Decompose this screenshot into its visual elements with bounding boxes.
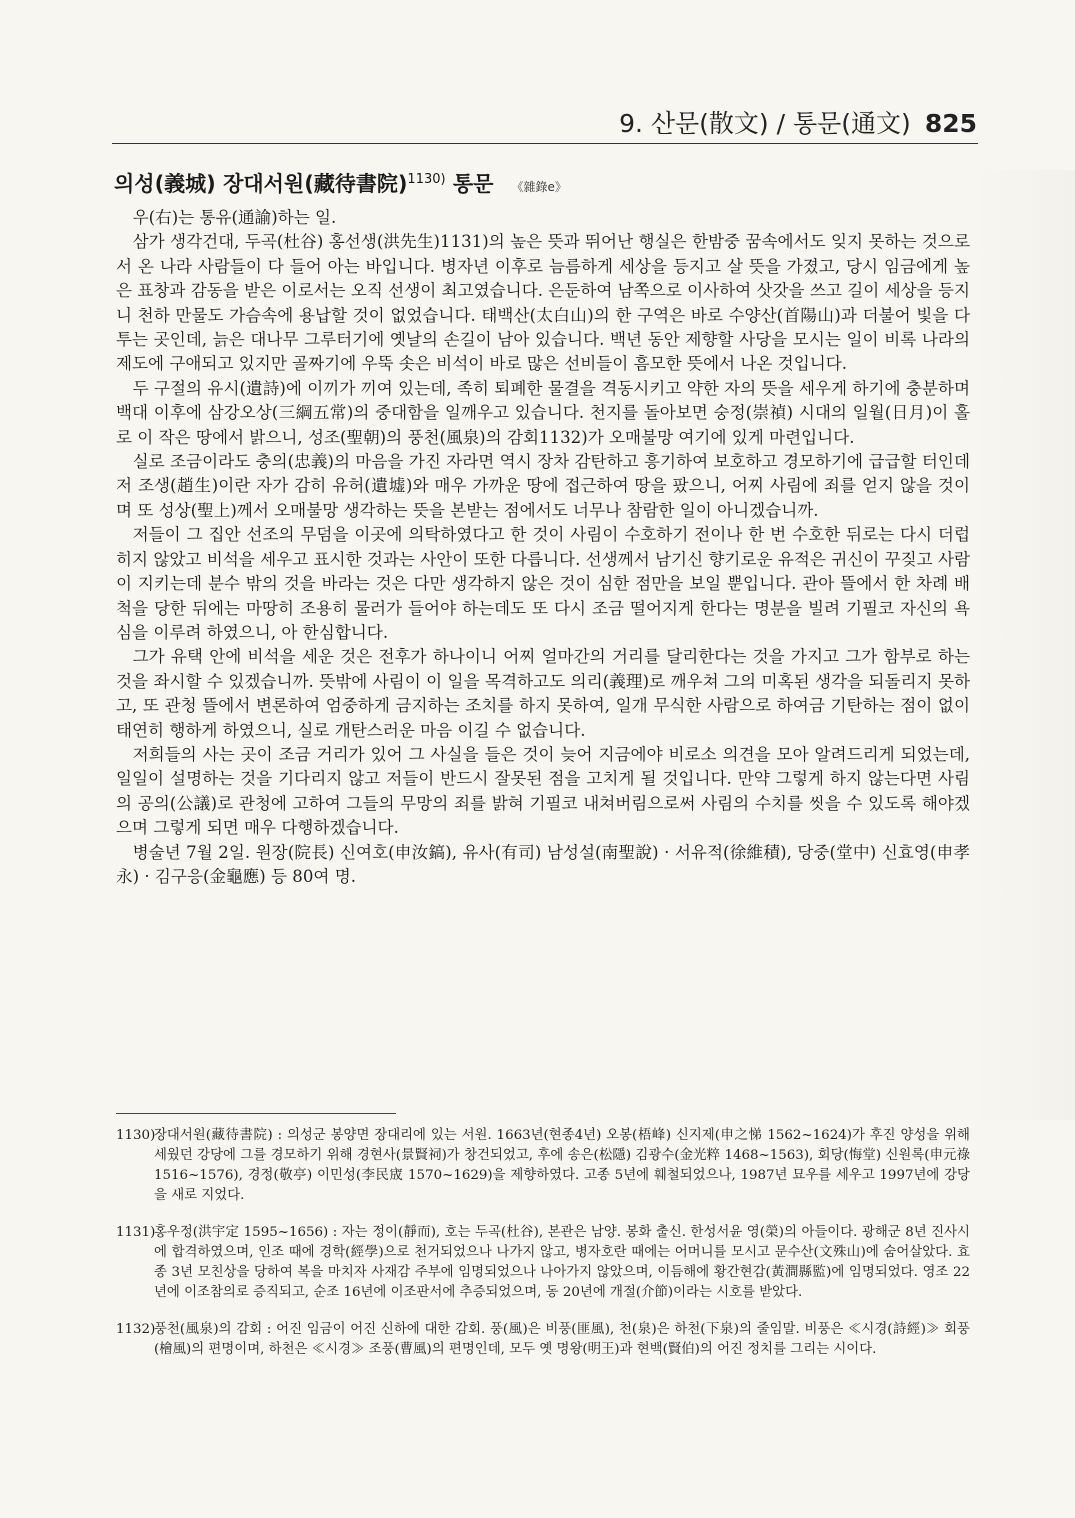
document-title bbox=[114, 168, 567, 198]
title-text: 의성(義城) 장대서원(藏待書院) bbox=[114, 172, 408, 196]
signature-paragraph: 병술년 7월 2일. 원장(院長) 신여호(申汝鎬), 유사(有司) 남성설(南聖說) · 서유적(徐維積), 당중(堂中) 신효영(申孝永) · 김구응(金龜應) 등 80여 명. bbox=[116, 842, 970, 886]
header-rule bbox=[112, 143, 978, 144]
title-footnote-ref: 1130) bbox=[407, 172, 446, 187]
footnote-text: 풍천(風泉)의 감회 : 어진 임금이 어진 신하에 대한 감회. 풍(風)은 비풍(匪風), 천(泉)은 하천(下泉)의 줄임말. 비풍은 ≪시경(詩經)≫ 회풍(檜風)의 편명이며, 하천은 ≪시경≫ 조풍(曹風)의 편명인데, 모두 옛 명왕(明王)과 현백(賢伯)의 어진 정치를 그리는 시이다. bbox=[154, 1322, 970, 1357]
footnote-number: 1132) bbox=[116, 1322, 156, 1337]
running-header bbox=[619, 104, 977, 140]
paragraph: 그가 유택 안에 비석을 세운 것은 전후가 하나이니 어찌 얼마간의 거리를 달리한다는 것을 가지고 그가 함부로 하는 것을 좌시할 수 있겠습니까. 뜻밖에 사림이 이 일을 목격하고도 의리(義理)로 깨우쳐 그의 미혹된 생각을 되돌리지 못하고, 또 관청 뜰에서 변론하여 엄중하게 금지하는 조치를 하지 못하여, 일개 무식한 사람으로 하여금 기탄하는 점이 없이 태연히 행하게 하였으니, 실로 개탄스러운 마음 이길 수 없습니다. bbox=[116, 647, 970, 740]
section-title: 9. 산문(散文) / 통문(通文) bbox=[619, 109, 911, 138]
page-number: 825 bbox=[924, 109, 977, 138]
footnote-text: 홍우정(洪宇定 1595~1656) : 자는 정이(靜而), 호는 두곡(杜谷), 본관은 남양. 봉화 출신. 한성서윤 영(榮)의 아들이다. 광해군 8년 진사시에 합격하였으며, 인조 때에 경학(經學)으로 천거되었으나 나가지 않고, 병자호란 때에는 어머니를 모시고 문수산(文殊山)에 숨어살았다. 효종 3년 모친상을 당하여 복을 마치자 사재감 주부에 임명되었으나 나아가지 않았으며, 이듬해에 황간현감(黃澗縣監)에 임명되었다. 영조 22년에 이조참의로 증직되고, 순조 16년에 이조판서에 추증되었으며, 동 20년에 개절(介節)이라는 시호를 받았다. bbox=[154, 1225, 970, 1300]
footnote-number: 1131) bbox=[116, 1225, 156, 1240]
paragraph: 삼가 생각건대, 두곡(杜谷) 홍선생(洪先生)1131)의 높은 뜻과 뛰어난 행실은 한밤중 꿈속에서도 잊지 못하는 것으로서 온 나라 사람들이 다 들어 아는 바입니다. 병자년 이후로 늠름하게 세상을 등지고 살 뜻을 가졌고, 당시 임금에게 높은 표창과 감동을 받은 이로서는 오직 선생이 최고였습니다. 은둔하여 남쪽으로 이사하여 삿갓을 쓰고 길이 세상을 등지니 천하 만물도 가슴속에 용납할 것이 없었습니다. 태백산(太白山)의 한 구역은 바로 수양산(首陽山)과 더불어 빛을 다투는 곳인데, 늙은 대나무 그루터기에 옛날의 손길이 남아 있습니다. 백년 동안 제향할 사당을 모시는 일이 비록 나라의 제도에 구애되고 있지만 골짜기에 우뚝 솟은 비석이 바로 많은 선비들이 흠모한 뜻에서 나온 것입니다. bbox=[116, 232, 970, 374]
title-suffix: 통문 bbox=[445, 172, 494, 196]
footnote-text: 장대서원(藏待書院) : 의성군 봉양면 장대리에 있는 서원. 1663년(현종4년) 오봉(梧峰) 신지제(申之悌 1562~1624)가 후진 양성을 위해 세웠던 강당에 그를 경모하기 위해 경현사(景賢祠)가 창건되었고, 후에 송은(松隱) 김광수(金光粹 1468~1563), 회당(悔堂) 신원록(申元祿 1516~1576), 경정(敬亭) 이민성(李民宬 1570~1629)을 제향하였다. 고종 5년에 훼철되었으나, 1987년 묘우를 세우고 1997년에 강당을 새로 지었다. bbox=[154, 1128, 970, 1203]
footnotes bbox=[116, 1126, 970, 1377]
paragraph: 두 구절의 유시(遺詩)에 이끼가 끼여 있는데, 족히 퇴폐한 물결을 격동시키고 약한 자의 뜻을 세우게 하기에 충분하며 백대 이후에 삼강오상(三綱五常)의 중대함을 일깨우고 있습니다. 천지를 돌아보면 숭정(崇禎) 시대의 일월(日月)이 홀로 이 작은 땅에서 밝으니, 성조(聖朝)의 풍천(風泉)의 감회1132)가 오매불망 여기에 있게 마련입니다. bbox=[116, 378, 970, 447]
paragraph: 실로 조금이라도 충의(忠義)의 마음을 가진 자라면 역시 장차 감탄하고 흥기하여 보호하고 경모하기에 급급할 터인데 저 조생(趙生)이란 자가 감히 유허(遺墟)와 매우 가까운 땅에 접근하여 땅을 팠으니, 어찌 사림에 죄를 얻지 않을 것이며 또 성상(聖上)께서 오매불망 생각하는 뜻을 본받는 점에서도 너무나 참람한 일이 아니겠습니까. bbox=[116, 452, 970, 520]
footnote-1130 bbox=[116, 1126, 970, 1206]
paragraph: 저들이 그 집안 선조의 무덤을 이곳에 의탁하였다고 한 것이 사림이 수호하기 전이나 한 번 수호한 뒤로는 다시 더럽히지 않았고 비석을 세우고 표시한 것과는 사안이 또한 다릅니다. 선생께서 남기신 향기로운 유적은 귀신이 꾸짖고 사람이 지키는데 분수 밖의 것을 바라는 것은 다만 생각하지 않은 것이 심한 점만을 보일 뿐입니다. 관아 뜰에서 한 차례 배척을 당한 뒤에는 마땅히 조용히 물러가 들어야 하는데도 또 다시 조금 떨어지게 한다는 명분을 빌려 기필코 자신의 욕심을 이루려 하였으니, 아 한심합니다. bbox=[116, 525, 970, 642]
footnote-number: 1130) bbox=[116, 1128, 156, 1143]
paragraph: 저희들의 사는 곳이 조금 거리가 있어 그 사실을 들은 것이 늦어 지금에야 비로소 의견을 모아 알려드리게 되었는데, 일일이 설명하는 것을 기다리지 않고 저들이 반드시 잘못된 점을 고치게 될 것입니다. 만약 그렇게 하지 않는다면 사림의 공의(公議)로 관청에 고하여 그들의 무망의 죄를 밝혀 기필코 내쳐버림으로써 사림의 수치를 씻을 수 있도록 해야겠으며 그렇게 되면 매우 다행하겠습니다. bbox=[116, 744, 970, 838]
title-source: 《雜錄e》 bbox=[511, 180, 567, 194]
footnote-rule bbox=[116, 1113, 396, 1114]
show-through-shadow bbox=[975, 170, 1075, 1120]
footnote-1132 bbox=[116, 1320, 970, 1360]
body-text bbox=[116, 206, 970, 889]
paragraph: 우(右)는 통유(通諭)하는 일. bbox=[132, 208, 337, 227]
footnote-1131 bbox=[116, 1223, 970, 1303]
